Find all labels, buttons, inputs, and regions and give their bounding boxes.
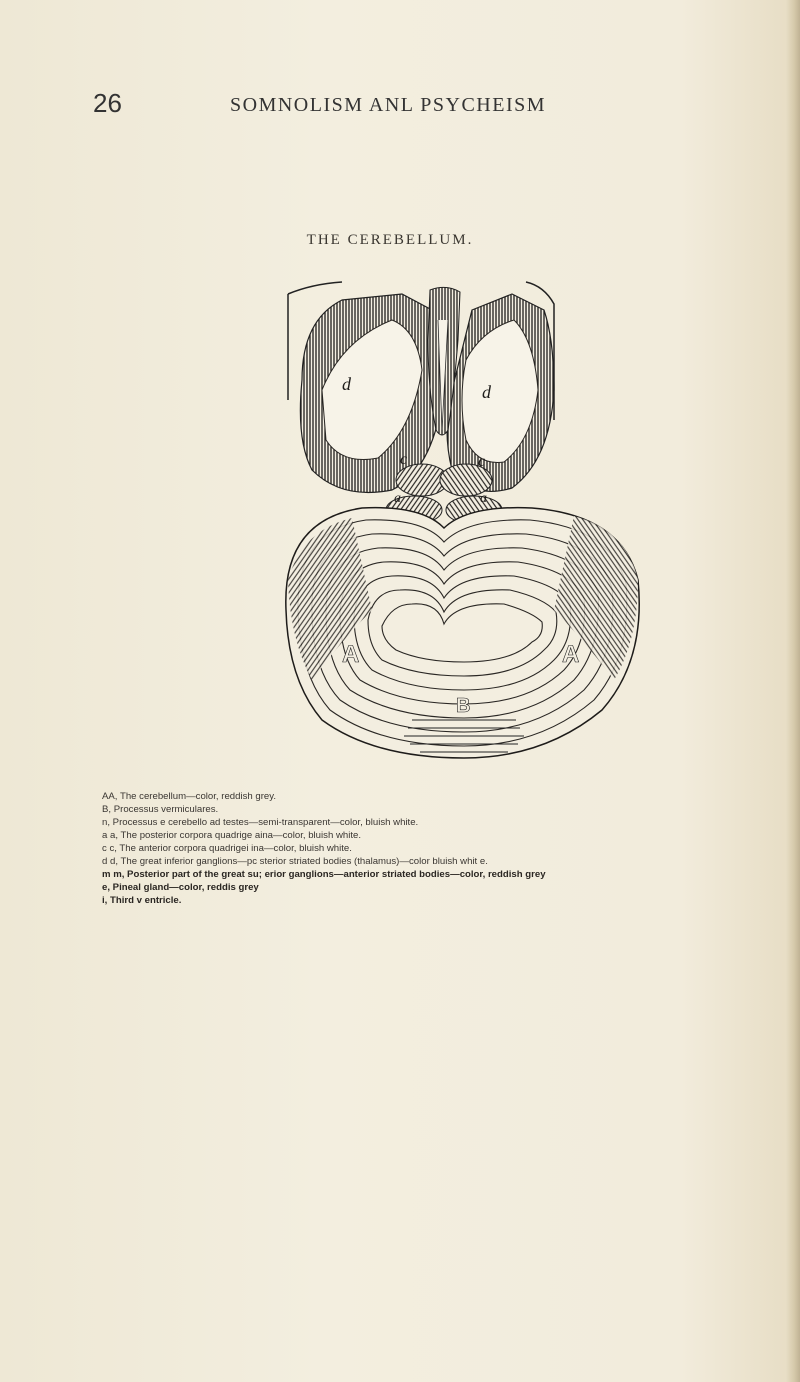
cerebellum-hemispheres <box>286 508 639 758</box>
figure-title: THE CEREBELLUM. <box>306 232 474 248</box>
letter-a-right: a <box>480 491 487 506</box>
letter-c-right: c <box>478 453 486 470</box>
letter-a-left: a <box>394 491 401 506</box>
legend-entry-d: d d, The great inferior ganglions—pc sterior striated bodies (thalamus)—color bluish whit e. <box>102 856 488 867</box>
letter-A-right: A <box>562 641 580 668</box>
running-head: SOMNOLISM ANL PSYCHEISM <box>230 94 547 116</box>
legend-entry-aa: AA, The cerebellum—color, reddish grey. <box>102 791 277 802</box>
letter-d-right: d <box>482 382 491 402</box>
legend-entry-b: B, Processus vermiculares. <box>102 804 219 815</box>
letter-c-left: c <box>400 451 408 468</box>
legend-entry-i: i, Third v entricle. <box>102 895 182 906</box>
legend-entry-c: c c, The anterior corpora quadrigei ina—color, bluish white. <box>102 843 352 854</box>
page-edge-shadow <box>786 0 800 1382</box>
legend-entry-n: n, Processus e cerebello ad testes—semi-transparent—color, bluish white. <box>102 817 419 828</box>
page-number: 26 <box>93 88 122 118</box>
legend-entry-e: e, Pineal gland—color, reddis grey <box>102 882 259 893</box>
legend-entry-m: m m, Posterior part of the great su; erior ganglions—anterior striated bodies—color, reddish grey <box>102 869 546 880</box>
striated-bodies <box>300 287 554 492</box>
letter-A-left: A <box>342 641 360 668</box>
cerebellum-illustration <box>282 280 646 760</box>
letter-d-left: d <box>342 374 351 394</box>
legend-entry-a: a a, The posterior corpora quadrige aina—color, bluish white. <box>102 830 362 841</box>
letter-B: B <box>456 695 471 717</box>
figure-legend <box>102 790 682 907</box>
